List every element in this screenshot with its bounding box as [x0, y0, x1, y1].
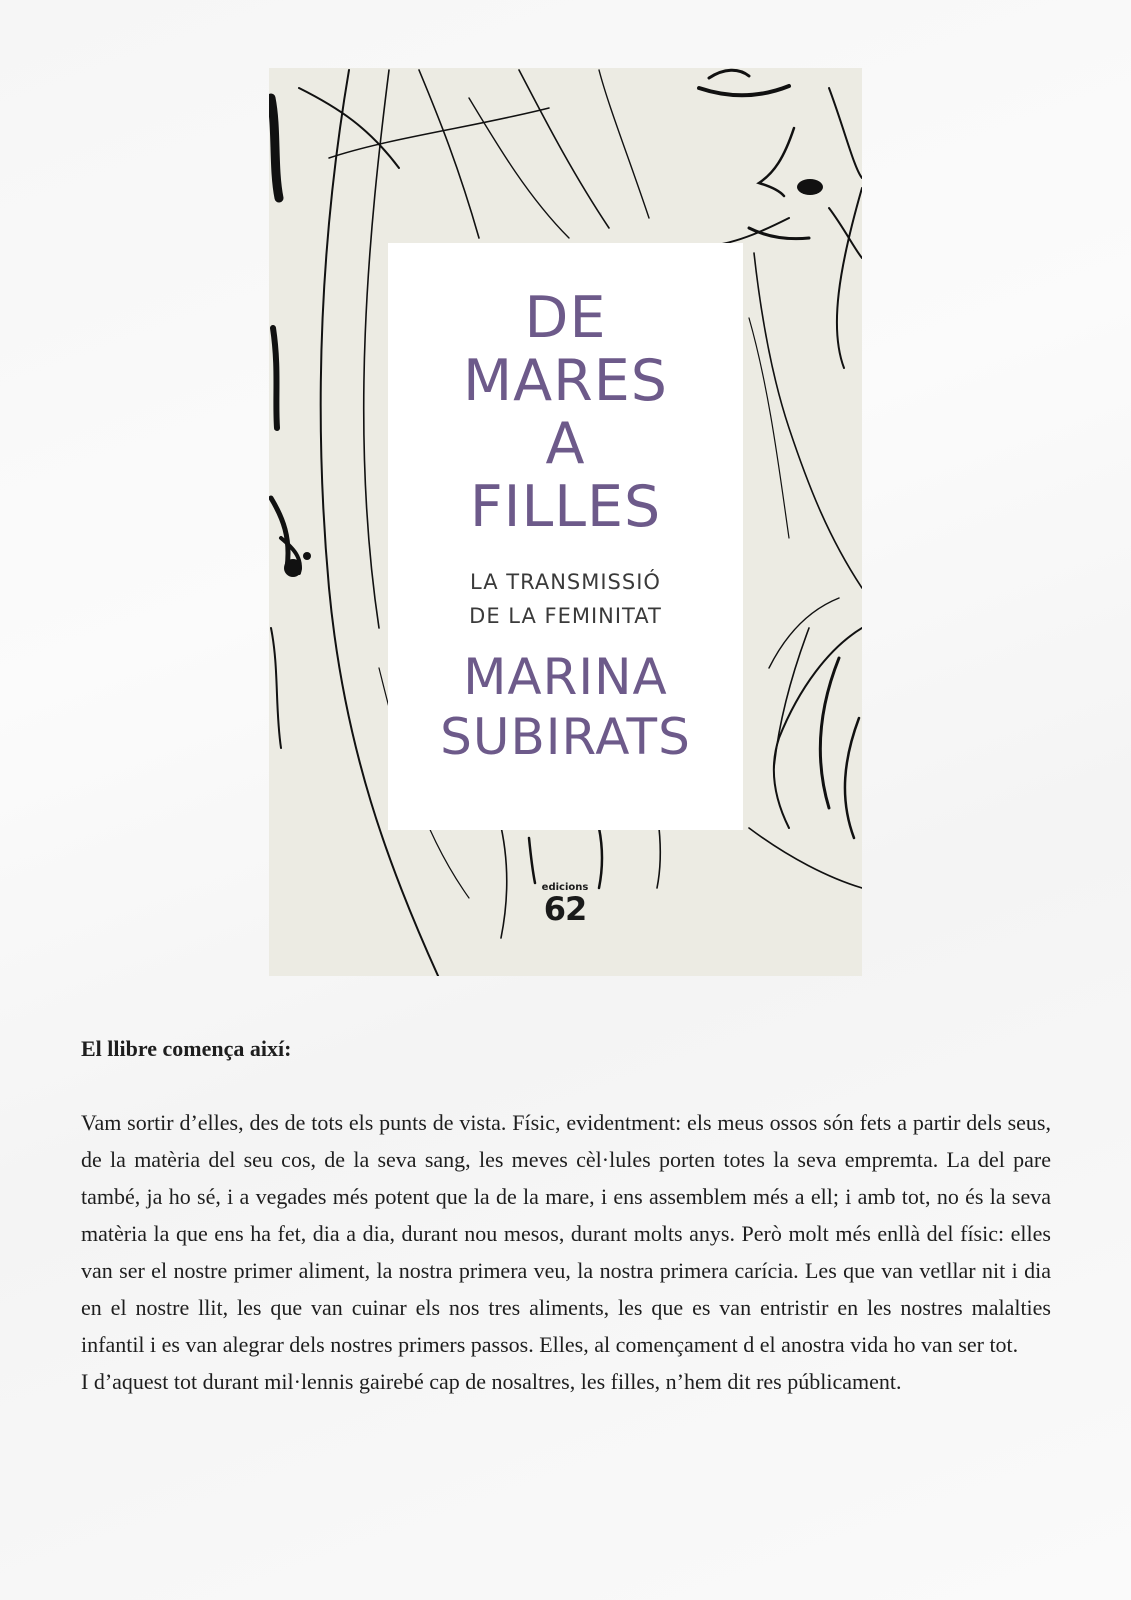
subtitle-line: LA TRANSMISSIÓ: [470, 570, 661, 594]
title-line: DE: [524, 285, 607, 351]
subtitle-line: DE LA FEMINITAT: [469, 604, 662, 628]
publisher-logo: [535, 882, 595, 928]
title-line: A: [545, 411, 586, 477]
excerpt-paragraph: Vam sortir d’elles, des de tots els punts de vista. Físic, evidentment: els meus ossos són fets a partir dels seus, de la matèria del seu cos, de la seva sang, les meves cèl·lules porten totes la seva empremta. La del pare també, ja ho sé, i a vegades més potent que la de la mare, i ens assemblem més a ell; i amb tot, no és la seva matèria la que ens ha fet, dia a dia, durant nou mesos, durant molts anys. Però molt més enllà del físic: elles van ser el nostre primer aliment, la nostra primera veu, la nostra primera carícia. Les que van vetllar nit i dia en el nostre llit, les que van cuinar els nos tres aliments, les que es van entristir en les nostres malalties infantil i es van alegrar dels nostres primers passos. Elles, al començament d el anostra vida ho van ser tot.: [81, 1110, 1051, 1357]
author-line: MARINA: [463, 648, 668, 706]
book-title: [388, 287, 743, 539]
title-panel: [388, 243, 743, 830]
book-author: [388, 647, 743, 767]
book-subtitle: [388, 565, 743, 633]
book-excerpt: [81, 1030, 1051, 1400]
excerpt-heading: El llibre comença així:: [81, 1036, 292, 1061]
publisher-number: 62: [543, 890, 587, 928]
author-line: SUBIRATS: [440, 708, 691, 766]
publisher-name: edicions: [541, 882, 589, 893]
title-line: FILLES: [469, 474, 662, 540]
book-cover: [269, 68, 862, 976]
excerpt-paragraph: I d’aquest tot durant mil·lennis gairebé cap de nosaltres, les filles, n’hem dit res públicament.: [81, 1369, 902, 1394]
title-line: MARES: [463, 348, 668, 414]
